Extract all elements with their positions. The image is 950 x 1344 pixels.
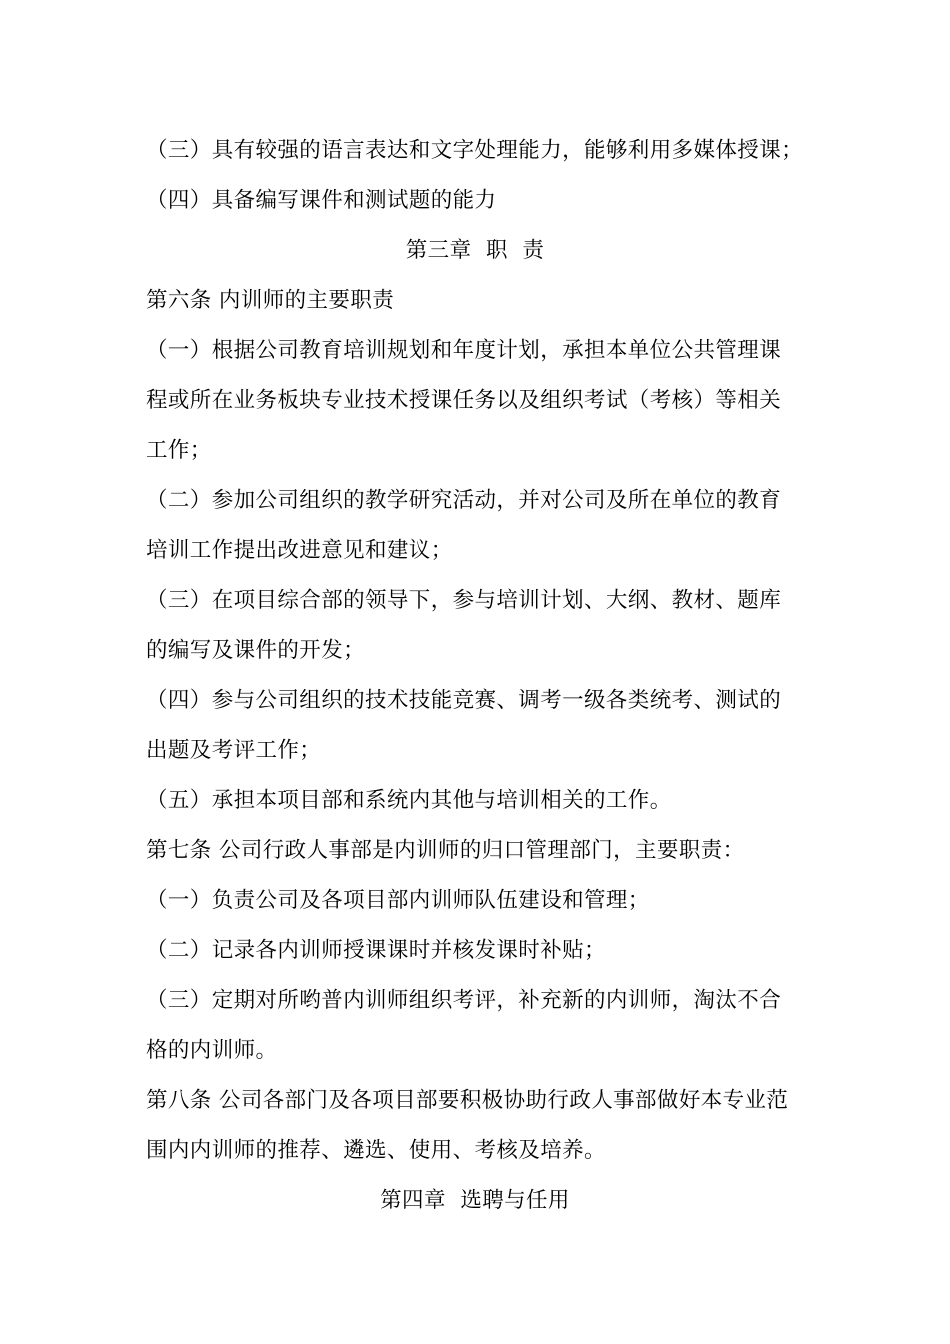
article-title: 第七条 公司行政人事部是内训师的归口管理部门，主要职责： xyxy=(146,838,745,863)
paragraph-line: （四）参与公司组织的技术技能竞赛、调考一级各类统考、测试的 xyxy=(146,688,782,713)
paragraph-line: 出题及考评工作； xyxy=(146,738,322,763)
paragraph-line: （二）记录各内训师授课课时并核发课时补贴； xyxy=(146,938,606,963)
article-title: 第六条 内训师的主要职责 xyxy=(146,288,395,313)
paragraph-line: （三）在项目综合部的领导下，参与培训计划、大纲、教材、题库 xyxy=(146,588,782,613)
paragraph-line: （五）承担本项目部和系统内其他与培训相关的工作。 xyxy=(146,788,672,813)
chapter-heading: 第四章 选聘与任用 xyxy=(380,1188,570,1213)
paragraph-line: 培训工作提出改进意见和建议； xyxy=(146,538,453,563)
paragraph-line: 的编写及课件的开发； xyxy=(146,638,366,663)
paragraph-line: （三）定期对所哟普内训师组织考评，补充新的内训师，淘汰不合 xyxy=(146,988,782,1013)
paragraph-line: 格的内训师。 xyxy=(146,1038,278,1063)
chapter-heading: 第三章 职 责 xyxy=(405,238,545,263)
paragraph-line: （一）负责公司及各项目部内训师队伍建设和管理； xyxy=(146,888,650,913)
paragraph-line: （三）具有较强的语言表达和文字处理能力，能够利用多媒体授课； xyxy=(146,138,804,163)
paragraph-line: 程或所在业务板块专业技术授课任务以及组织考试（考核）等相关 xyxy=(146,388,782,413)
article-title: 第八条 公司各部门及各项目部要积极协助行政人事部做好本专业范 xyxy=(146,1088,789,1113)
paragraph-line: （二）参加公司组织的教学研究活动，并对公司及所在单位的教育 xyxy=(146,488,782,513)
paragraph-line: （一）根据公司教育培训规划和年度计划，承担本单位公共管理课 xyxy=(146,338,782,363)
paragraph-line: （四）具备编写课件和测试题的能力 xyxy=(146,188,497,213)
paragraph-line: 围内内训师的推荐、遴选、使用、考核及培养。 xyxy=(146,1138,606,1163)
paragraph-line: 工作； xyxy=(146,438,212,463)
